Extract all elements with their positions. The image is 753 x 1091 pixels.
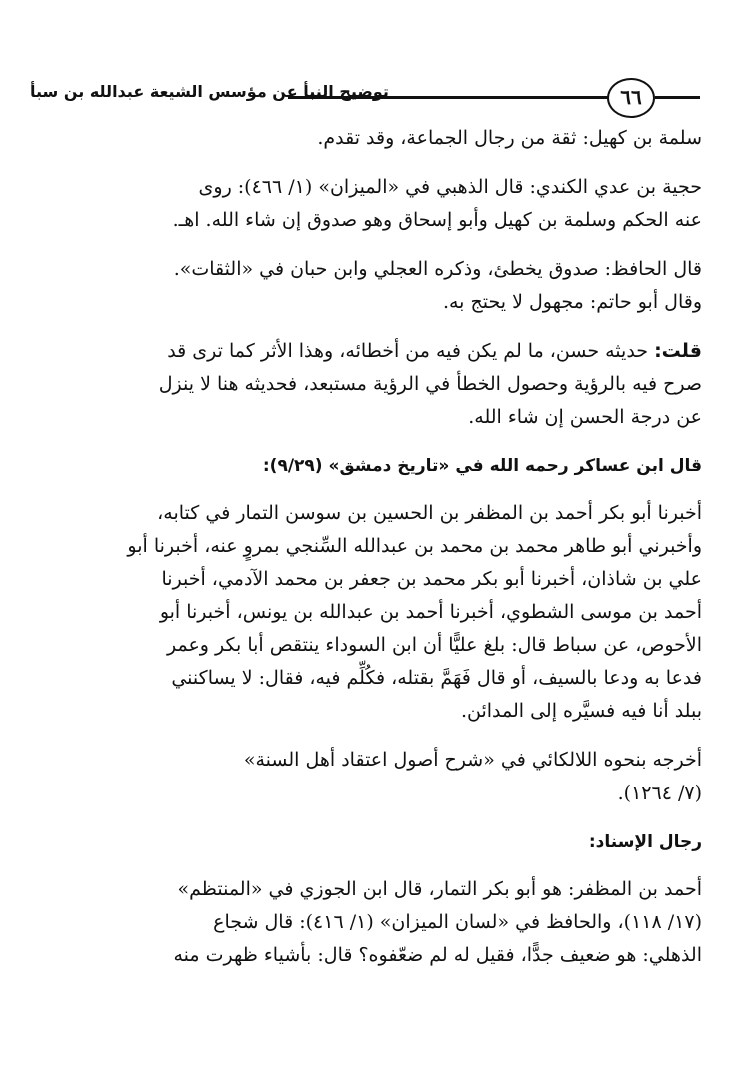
text-line: (١٧/ ١١٨)، والحافظ في «لسان الميزان» (١/ ٤١٦): قال شجاع: [213, 911, 702, 933]
section-heading-rijal: رجال الإسناد:: [588, 832, 702, 852]
text-line: أحمد بن موسى الشطوي، أخبرنا أحمد بن عبدالله بن يونس، أخبرنا أبو: [159, 601, 702, 623]
text-line: الذهلي: هو ضعيف جدًّا، فقيل له لم ضعّفوه؟ قال: بأشياء ظهرت منه: [173, 944, 702, 966]
text-line: وقال أبو حاتم: مجهول لا يحتج به.: [442, 291, 702, 313]
paragraph-note: [22, 335, 702, 434]
text-line: أخرجه بنحوه اللالكائي في «شرح أصول اعتقاد أهل السنة»: [243, 749, 702, 771]
page-number: ٦٦: [607, 78, 655, 118]
paragraph-hafiz: [22, 253, 702, 319]
paragraph-salama: [22, 122, 702, 155]
text-line: أخبرنا أبو بكر أحمد بن المظفر بن الحسين بن سوسن التمار في كتابه،: [157, 502, 702, 524]
running-title: توضيح النبأ عن مؤسس الشيعة عبدالله بن سبأ: [30, 82, 389, 101]
note-label: قلت:: [654, 340, 702, 362]
text-line: عن درجة الحسن إن شاء الله.: [468, 406, 702, 428]
text-line: الأحوص، عن سباط قال: بلغ عليًّا أن ابن السوداء ينتقص أبا بكر وعمر: [167, 634, 702, 656]
paragraph-ahmad: [22, 873, 702, 972]
page-header: [30, 78, 700, 118]
text-line: أحمد بن المظفر: هو أبو بكر التمار، قال ابن الجوزي في «المنتظم»: [177, 878, 702, 900]
section-heading-ibn-asakir: قال ابن عساكر رحمه الله في «تاريخ دمشق» (٩/٢٩):: [262, 456, 702, 476]
paragraph-takhrij: [22, 744, 702, 810]
text-line: [22, 335, 702, 368]
text-line: سلمة بن كهيل: ثقة من رجال الجماعة، وقد تقدم.: [317, 127, 702, 149]
text-line: فدعا به ودعا بالسيف، أو قال فَهَمَّ بقتله، فكُلِّم فيه، فقال: لا يساكنني: [171, 667, 702, 689]
text-line: صرح فيه بالرؤية وحصول الخطأ في الرؤية مستبعد، فحديثه هنا لا ينزل: [158, 373, 702, 395]
paragraph-narration: [22, 497, 702, 728]
paragraph-hujayya: [22, 171, 702, 237]
text-line: حجية بن عدي الكندي: قال الذهبي في «الميزان» (١/ ٤٦٦): روى: [198, 176, 702, 198]
page-body: [22, 122, 702, 988]
text-line: وأخبرني أبو طاهر محمد بن محمد بن عبدالله السِّنجي بمروٍ عنه، أخبرنا أبو: [127, 535, 702, 557]
text-line: (٧/ ١٢٦٤).: [617, 782, 702, 804]
text-line: عنه الحكم وسلمة بن كهيل وأبو إسحاق وهو صدوق إن شاء الله. اهـ.: [172, 209, 702, 231]
text-line: علي بن شاذان، أخبرنا أبو بكر محمد بن جعفر بن محمد الآدمي، أخبرنا: [161, 568, 702, 590]
note-text: حديثه حسن، ما لم يكن فيه من أخطائه، وهذا الأثر كما ترى قد: [167, 340, 655, 362]
text-line: قال الحافظ: صدوق يخطئ، وذكره العجلي وابن حبان في «الثقات».: [173, 258, 702, 280]
header-rule: [288, 96, 608, 99]
text-line: ببلد أنا فيه فسيَّره إلى المدائن.: [460, 700, 702, 722]
header-rule-right: [655, 96, 700, 99]
